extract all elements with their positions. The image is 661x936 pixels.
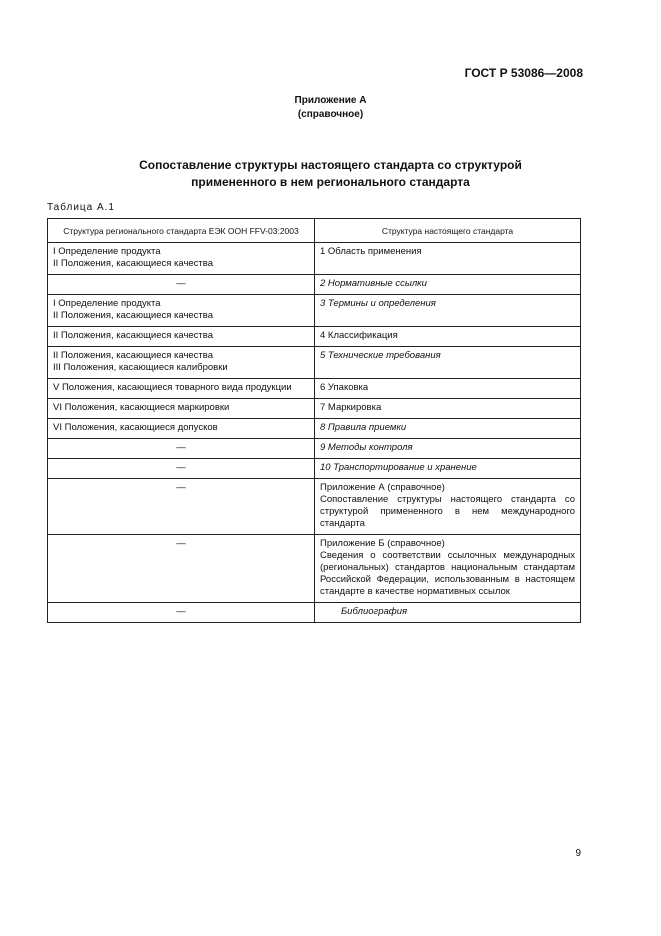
national-item: 5 Технические требования — [320, 350, 441, 361]
regional-cell: II Положения, касающиеся качества — [48, 327, 315, 347]
regional-cell: — — [48, 459, 315, 479]
table-row — [48, 603, 581, 623]
appendix-label: Приложение А — [294, 95, 367, 106]
table-row — [48, 419, 581, 439]
regional-item: II Положения, касающиеся качества — [53, 310, 214, 321]
page-title — [0, 157, 661, 191]
regional-cell: — — [48, 439, 315, 459]
regional-cell — [48, 243, 315, 275]
table-row — [48, 535, 581, 603]
structure-comparison-table — [47, 218, 581, 623]
national-cell — [315, 603, 581, 623]
table-row — [48, 439, 581, 459]
table-row — [48, 399, 581, 419]
regional-item: I Определение продукта — [53, 246, 161, 257]
national-cell — [315, 459, 581, 479]
table-row — [48, 275, 581, 295]
national-cell — [315, 275, 581, 295]
national-cell: 6 Упаковка — [315, 379, 581, 399]
national-cell — [315, 535, 581, 603]
regional-cell: — — [48, 275, 315, 295]
table-row — [48, 379, 581, 399]
header-regional-structure: Структура регионального стандарта ЕЭК ООН FFV-03:2003 — [48, 219, 315, 243]
regional-item: II Положения, касающиеся качества — [53, 258, 214, 269]
table-row — [48, 327, 581, 347]
table-row — [48, 479, 581, 535]
appendix-a-title: Приложение А (справочное) — [320, 482, 445, 493]
national-item: 8 Правила приемки — [320, 422, 407, 433]
regional-cell: — — [48, 603, 315, 623]
appendix-heading — [0, 94, 661, 122]
national-cell: 7 Маркировка — [315, 399, 581, 419]
title-line-1: Сопоставление структуры настоящего стандарта со структурой — [139, 158, 522, 172]
national-cell — [315, 419, 581, 439]
table-row — [48, 295, 581, 327]
regional-cell: — — [48, 479, 315, 535]
title-line-2: примененного в нем регионального стандарта — [191, 175, 470, 189]
page-number: 9 — [575, 848, 581, 859]
document-code: ГОСТ Р 53086—2008 — [464, 66, 583, 80]
national-item: 2 Нормативные ссылки — [320, 278, 427, 289]
national-cell — [315, 295, 581, 327]
appendix-type: (справочное) — [297, 109, 364, 120]
regional-item: I Определение продукта — [53, 298, 161, 309]
regional-cell: VI Положения, касающиеся маркировки — [48, 399, 315, 419]
regional-cell: — — [48, 535, 315, 603]
table-row — [48, 243, 581, 275]
national-item: 9 Методы контроля — [320, 442, 413, 453]
table-row — [48, 347, 581, 379]
regional-cell — [48, 295, 315, 327]
appendix-b-title: Приложение Б (справочное) — [320, 538, 445, 549]
appendix-b-description: Сведения о соответствии ссылочных международных (региональных) стандартов национальным стандартам Российской Федерации, использованным в настоящем стандарте в качестве нормативных ссылок — [320, 550, 575, 597]
regional-cell: V Положения, касающиеся товарного вида продукции — [48, 379, 315, 399]
table-caption: Таблица А.1 — [47, 202, 115, 213]
appendix-a-description: Сопоставление структуры настоящего стандарта со структурой примененного в нем международного стандарта — [320, 494, 575, 529]
national-cell — [315, 347, 581, 379]
national-cell: 4 Классификация — [315, 327, 581, 347]
regional-cell: VI Положения, касающиеся допусков — [48, 419, 315, 439]
table-row — [48, 459, 581, 479]
national-cell: 1 Область применения — [315, 243, 581, 275]
regional-item: III Положения, касающиеся калибровки — [53, 362, 228, 373]
national-cell — [315, 479, 581, 535]
national-item: 10 Транспортирование и хранение — [320, 462, 477, 473]
regional-item: II Положения, касающиеся качества — [53, 350, 214, 361]
table-header-row — [48, 219, 581, 243]
national-item: Библиография — [341, 606, 408, 617]
header-national-structure: Структура настоящего стандарта — [315, 219, 581, 243]
national-item: 3 Термины и определения — [320, 298, 436, 309]
regional-cell — [48, 347, 315, 379]
national-cell — [315, 439, 581, 459]
